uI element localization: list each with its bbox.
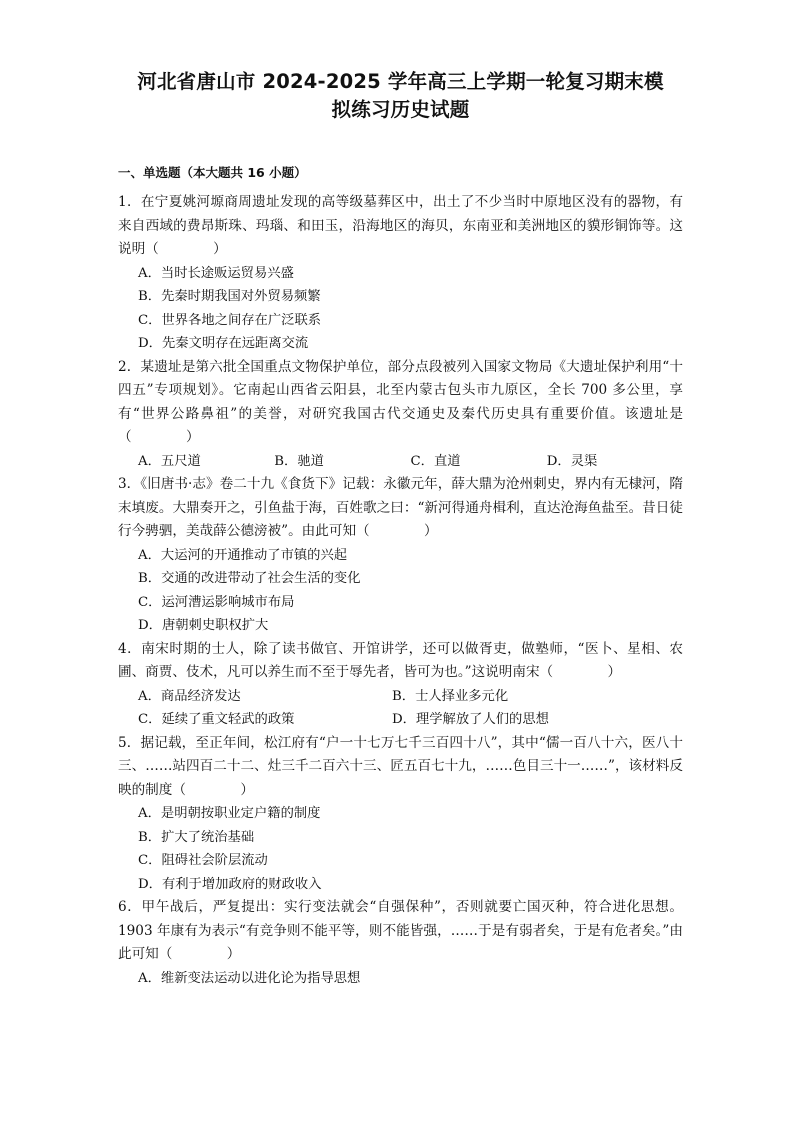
option-a: A．是明朝按职业定户籍的制度 — [138, 806, 321, 821]
option-d: D．灵渠 — [546, 453, 598, 469]
option-c: C．世界各地之间存在广泛联系 — [138, 312, 322, 328]
question-1 — [118, 191, 683, 356]
options-row — [118, 450, 683, 474]
options-list — [118, 802, 683, 896]
section-heading: 一、单选题（本大题共 16 小题） — [118, 165, 307, 180]
question-stem: 2．某遗址是第六批全国重点文物保护单位，部分点段被列入国家文物局《大遗址保护利用“十四五”专项规划》。它南起山西省云阳县，北至内蒙古包头市九原区，全长 700 多公里，享有“世界公路鼻祖”的美誉，对研究我国古代交通史及秦代历史具有重要价值。该遗址是（ ） — [118, 358, 683, 445]
question-stem: 5．据记载，至正年间，松江府有“户一十七万七千三百四十八”，其中“儒一百八十六，医八十三、……站四百二十二、灶三千二百六十三、匠五百七十九，……色目三十一……”，该材料反映的制度（ ） — [118, 734, 683, 798]
option-b: B．先秦时期我国对外贸易频繁 — [138, 289, 321, 304]
option-b: B．驰道 — [274, 453, 324, 469]
question-5 — [118, 732, 683, 897]
option-d: D．唐朝刺史职权扩大 — [138, 618, 269, 633]
option-b: B．士人择业多元化 — [392, 688, 509, 704]
option-a: A．维新变法运动以进化论为指导思想 — [138, 970, 361, 986]
question-stem: 6．甲午战后，严复提出：实行变法就会“自强保种”，否则就要亡国灭种，符合进化思想。1903 年康有为表示“有竞争则不能平等，则不能皆强，……于是有弱者矣，于是有危者矣。”由此可知（ ） — [118, 899, 683, 962]
options-row — [118, 685, 683, 709]
question-6 — [118, 896, 683, 990]
question-3 — [118, 473, 683, 638]
options-row — [118, 708, 683, 732]
title-line-2: 拟练习历史试题 — [331, 98, 470, 121]
option-d: D．理学解放了人们的思想 — [392, 712, 549, 727]
options-list — [118, 967, 683, 991]
question-4 — [118, 638, 683, 732]
option-c: C．运河漕运影响城市布局 — [138, 594, 295, 610]
option-c: C．阻碍社会阶层流动 — [138, 853, 268, 868]
question-stem: 4．南宋时期的士人，除了读书做官、开馆讲学，还可以做胥吏，做塾师，“医卜、星相、农圃、商贾、伎术，凡可以养生而不至于辱先者，皆可为也。”这说明南宋（ ） — [118, 640, 683, 680]
options-grid — [118, 685, 683, 732]
question-stem: 1．在宁夏姚河塬商周遗址发现的高等级墓葬区中，出土了不少当时中原地区没有的器物，有来自西域的费昂斯珠、玛瑙、和田玉，沿海地区的海贝，东南亚和美洲地区的貘形铜饰等。这说明（ ） — [118, 194, 683, 257]
option-a: A．五尺道 — [138, 453, 201, 469]
question-stem: 3．《旧唐书·志》卷二十九《食货下》记载：永徽元年，薛大鼎为沧州刺史，界内有无棣河，隋末填废。大鼎奏开之，引鱼盐于海，百姓歌之曰：“新河得通舟楫利，直达沧海鱼盐至。昔日徒行今骋驷，美哉薛公德滂被”。由此可知（ ） — [118, 476, 683, 539]
option-c: C．延续了重文轻武的政策 — [138, 712, 295, 727]
title-line-1: 河北省唐山市 2024-2025 学年高三上学期一轮复习期末模 — [137, 70, 664, 93]
option-a: A．当时长途贩运贸易兴盛 — [138, 265, 294, 281]
option-b: B．交通的改进带动了社会生活的变化 — [138, 571, 361, 586]
options-list — [118, 262, 683, 356]
option-c: C．直道 — [410, 453, 461, 469]
option-d: D．先秦文明存在远距离交流 — [138, 336, 309, 351]
option-d: D．有利于增加政府的财政收入 — [138, 876, 322, 892]
option-a: A．大运河的开通推动了市镇的兴起 — [138, 547, 348, 563]
page-title — [118, 0, 683, 124]
question-2 — [118, 356, 683, 474]
option-a: A．商品经济发达 — [138, 688, 241, 704]
options-list — [118, 544, 683, 638]
option-b: B．扩大了统治基础 — [138, 829, 255, 845]
